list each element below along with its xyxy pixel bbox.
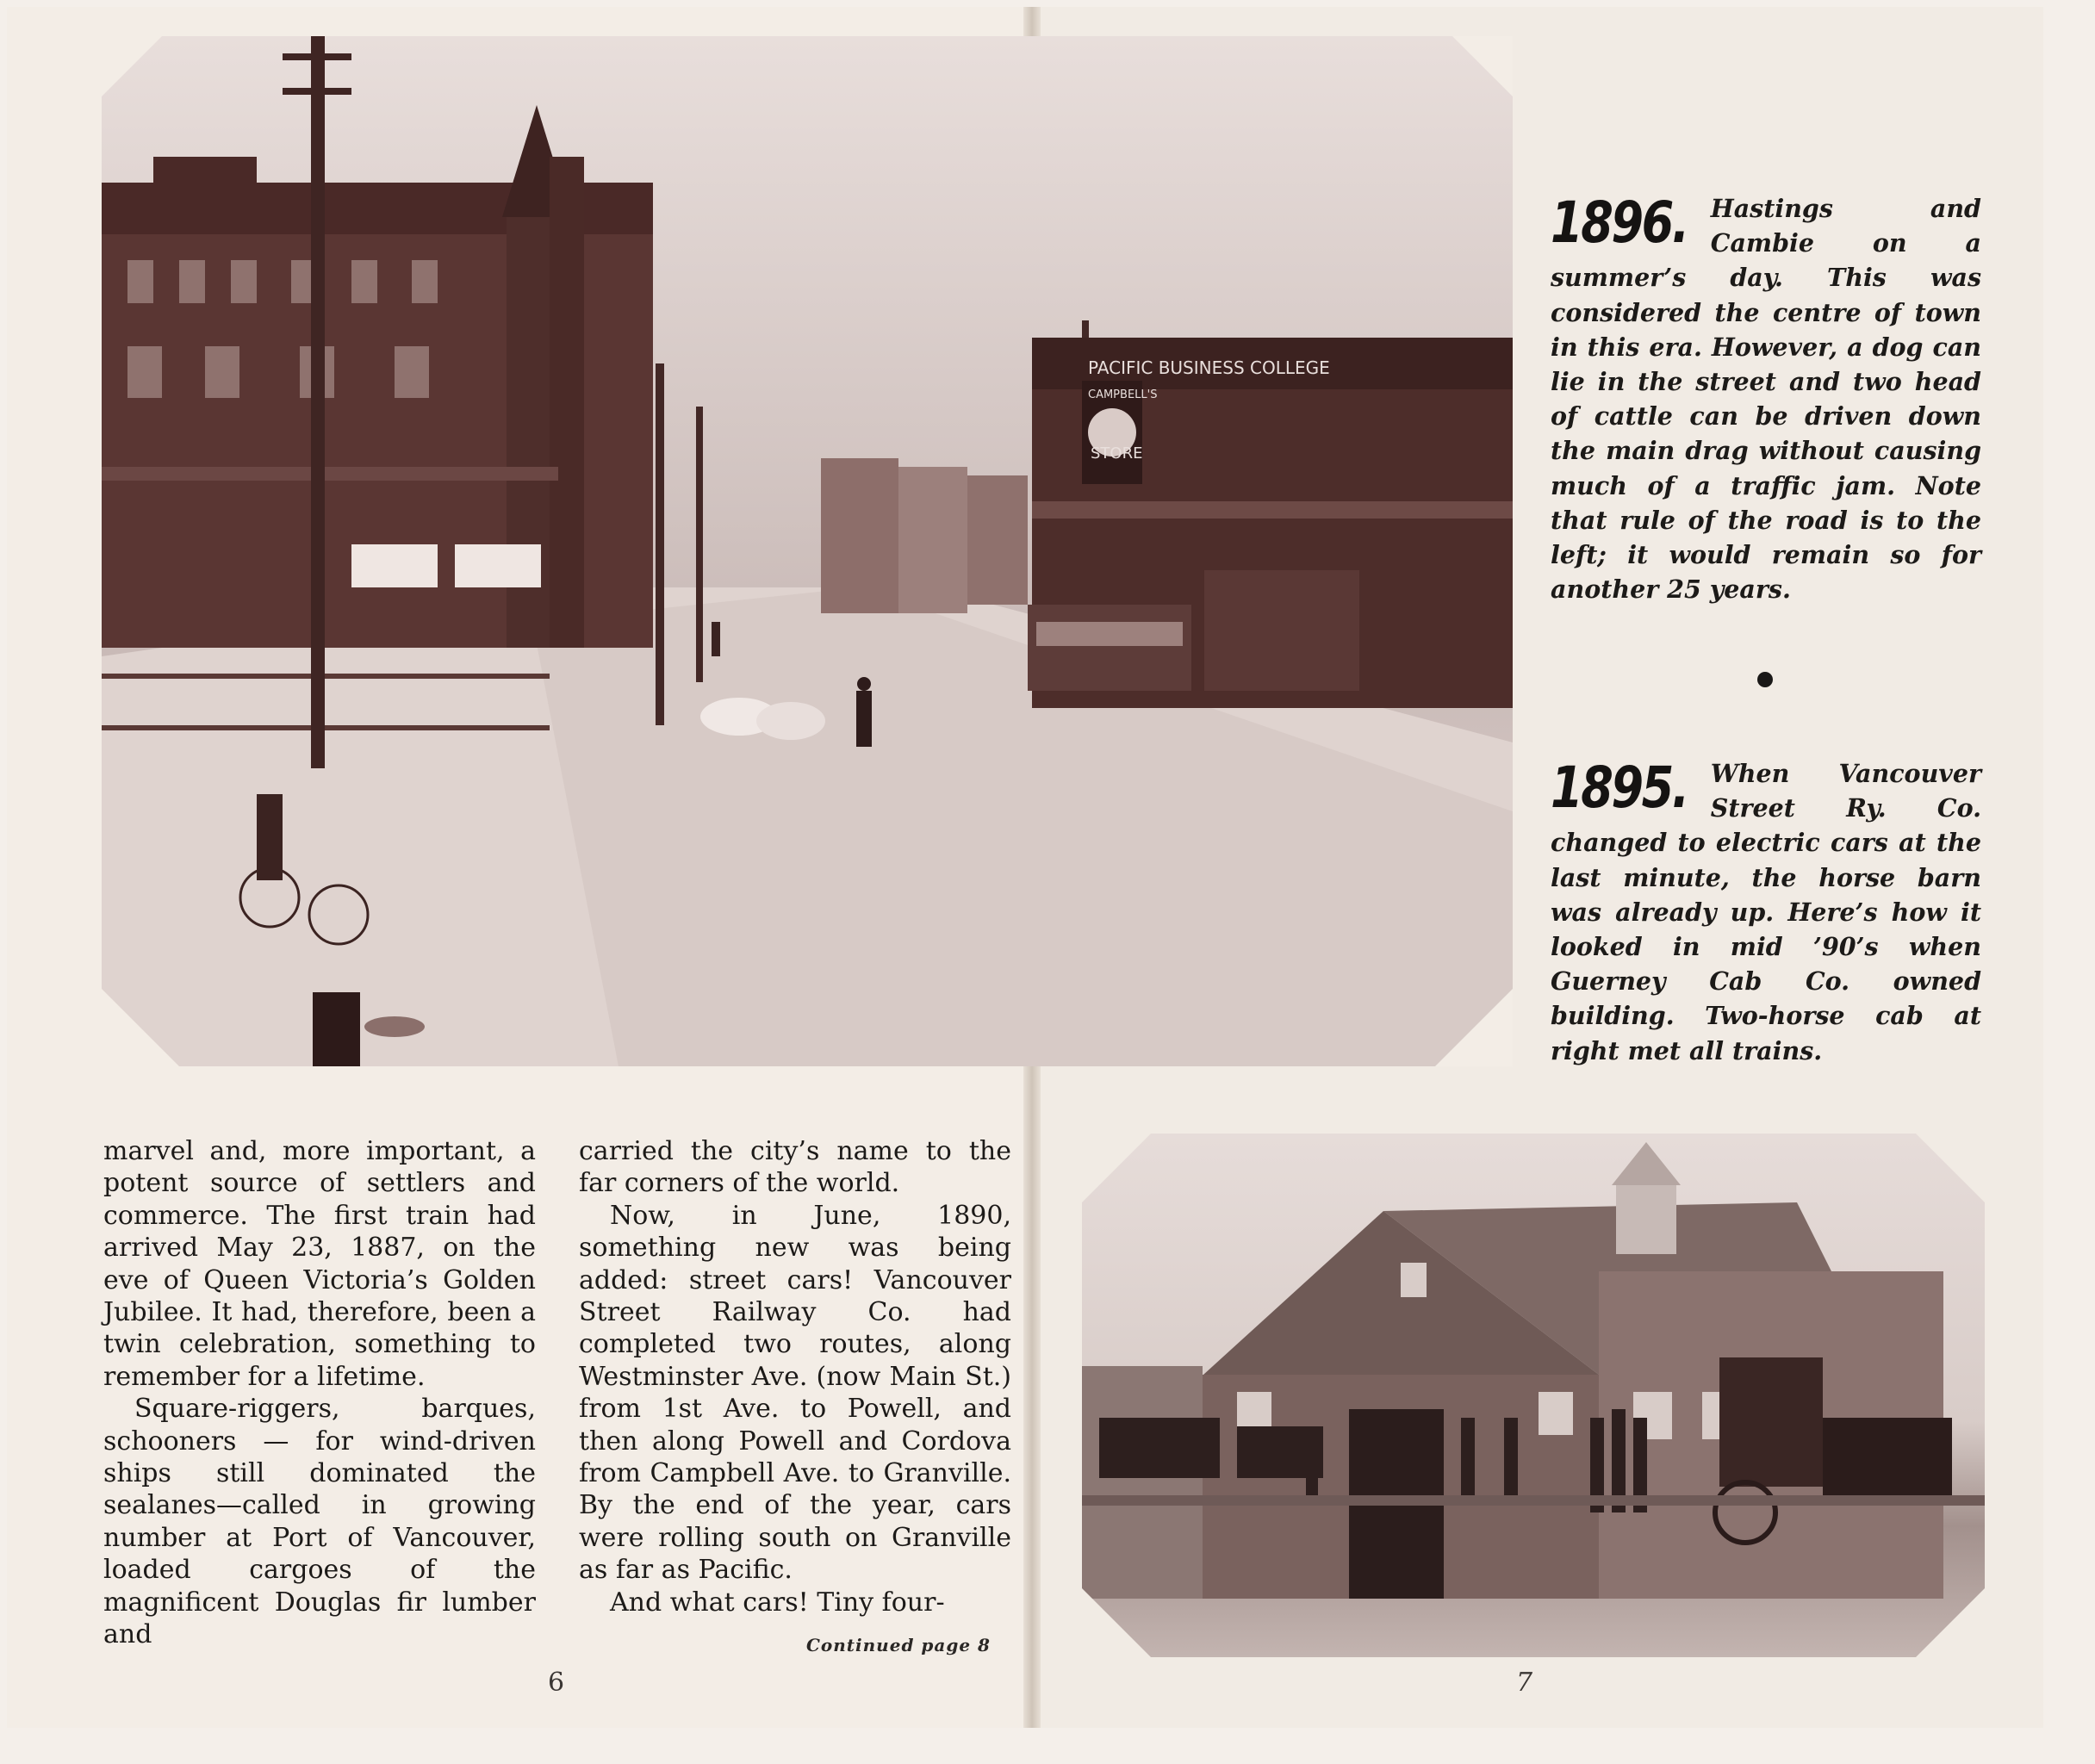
sign-store: STORE [1091,444,1143,463]
caption-1895-year: 1895. [1551,755,1688,821]
street-scene-drawing [102,36,1513,1066]
page-number-right: 7 [1516,1668,1533,1698]
caption-1895-text: When Vancouver Street Ry. Co. changed to electric cars at the last minute, the horse barn was already up. Here’s how it looked in mid ’90’s when Guerney Cab Co. owned building. Two-horse cab at right met all trains. [1551,759,1981,1065]
column-2-paragraph-1: carried the city’s name to the far corners of the world. [579,1136,1011,1199]
text-column-2 [579,1135,1011,1618]
caption-1896-text: Hastings and Cambie on a summer’s day. This was considered the centre of town in this era. However, a dog can lie in the street and two head of cattle can be driven down the main drag without causing much of a traffic jam. Note that rule of the road is to the left; it would remain so for another 25 years. [1551,194,1981,605]
column-2-paragraph-3: And what cars! Tiny four- [610,1587,945,1618]
continued-page-note: Continued page 8 [806,1635,991,1655]
caption-1895 [1551,756,1981,1068]
text-column-1 [103,1135,536,1651]
sign-campbells: CAMPBELL'S [1088,388,1158,401]
photo-hastings-cambie-1896 [102,36,1513,1066]
column-1-paragraph-1: marvel and, more important, a potent source of settlers and commerce. The first train had arrived May 23, 1887, on the eve of Queen Victoria’s Golden Jubilee. It had, therefore, been a twin celebration, something to remember for a lifetime. [103,1136,536,1392]
sign-business-college: PACIFIC BUSINESS COLLEGE [1088,357,1330,378]
caption-1896 [1551,191,1981,606]
barn-scene-drawing [1082,1134,1985,1657]
photo-horse-barn-1895 [1082,1134,1985,1657]
page-number-left: 6 [548,1668,565,1698]
caption-1896-year: 1896. [1551,189,1688,256]
column-2-paragraph-2: Now, in June, 1890, something new was being added: street cars! Vancouver Street Railway Co. had completed two routes, along Westminster Ave. (now Main St.) from 1st Ave. to Powell, and then along Powell and Cordova from Campbell Ave. to Granville. By the end of the year, cars were rolling south on Granville as far as Pacific. [579,1200,1011,1586]
caption-separator-bullet [1757,672,1773,687]
column-1-paragraph-2: Square-riggers, barques, schooners — for wind-driven ships still dominated the sealanes—called in growing number at Port of Vancouver, loaded cargoes of the magnificent Douglas fir lumber and [103,1394,536,1650]
